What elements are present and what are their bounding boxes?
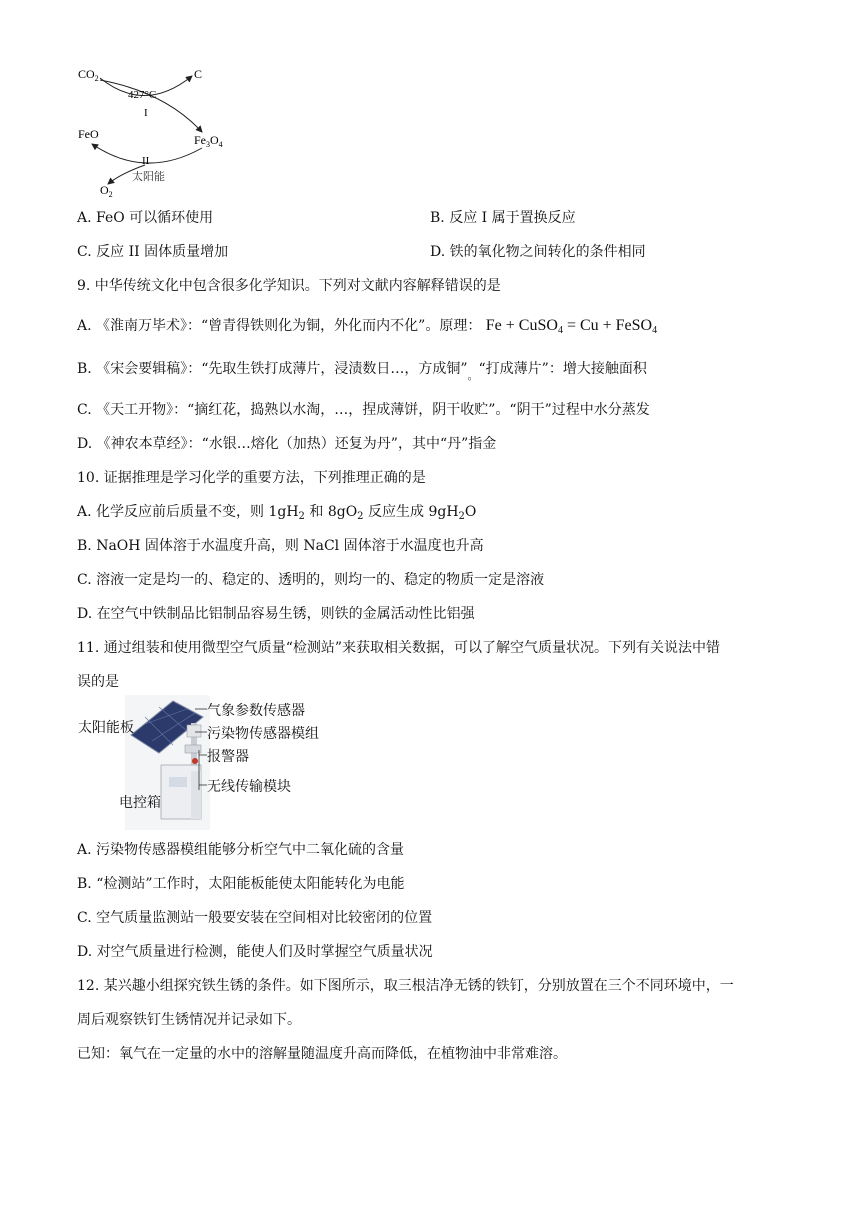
label-fe3o4: $Fe_3O_4$ xyxy=(194,133,223,149)
q9-option-d: D. 《神农本草经》：“水银…熔化（加热）还复为丹”，其中“丹”指金 xyxy=(77,436,497,452)
q11-stem-line-1: 11. 通过组装和使用微型空气质量“检测站”来获取相关数据，可以了解空气质量状况。下列有关说法中错 xyxy=(77,640,721,656)
q10-option-a: A. 化学反应前后质量不变，则 $1gH_2$ 和 $8gO_2$ 反应生成 $9gH_2O$ xyxy=(77,504,477,522)
q11-option-c: C. 空气质量监测站一般要安装在空间相对比较密闭的位置 xyxy=(77,910,433,926)
label-control-box: 电控箱 xyxy=(119,795,161,811)
label-solar-panel: 太阳能板 xyxy=(78,720,134,736)
q11-option-d: D. 对空气质量进行检测，能使人们及时掌握空气质量状况 xyxy=(77,944,433,960)
air-station-figure xyxy=(75,695,345,830)
label-step-1: I xyxy=(144,107,148,119)
q11-stem-line-2: 误的是 xyxy=(77,674,119,690)
q12-stem-line-1: 12. 某兴趣小组探究铁生锈的条件。如下图所示，取三根洁净无锈的铁钉，分别放置在三个不同环境中，一 xyxy=(77,978,734,994)
q10-stem: 10. 证据推理是学习化学的重要方法，下列推理正确的是 xyxy=(77,470,426,486)
label-pollutant-sensor: 污染物传感器模组 xyxy=(207,726,319,742)
q8-option-b: B. 反应 I 属于置换反应 xyxy=(430,210,576,226)
label-o2: $O_2$ xyxy=(100,183,113,199)
q10-option-c: C. 溶液一定是均一的、稳定的、透明的，则均一的、稳定的物质一定是溶液 xyxy=(77,572,545,588)
q9-option-a: A. 《淮南万毕术》：“曾青得铁则化为铜，外化而内不化”。原理： Fe + CuSO$_4$ = Cu + FeSO$_4$ xyxy=(77,317,658,336)
label-weather-sensor: 气象参数传感器 xyxy=(207,703,305,719)
q9-stem: 9. 中华传统文化中包含很多化学知识。下列对文献内容解释错误的是 xyxy=(77,278,501,294)
q11-option-a: A. 污染物传感器模组能够分析空气中二氧化硫的含量 xyxy=(77,842,405,858)
label-step-2: II xyxy=(142,155,150,167)
q8-option-d: D. 铁的氧化物之间转化的条件相同 xyxy=(430,244,646,260)
label-wireless-module: 无线传输模块 xyxy=(207,779,291,795)
label-co2: $CO_2$ xyxy=(78,67,99,83)
label-c: C xyxy=(194,67,203,81)
label-solar-energy: 太阳能 xyxy=(132,171,165,183)
q10-option-b: B. NaOH 固体溶于水温度升高，则 NaCl 固体溶于水温度也升高 xyxy=(77,538,484,554)
q12-stem-line-2: 周后观察铁钉生锈情况并记录如下。 xyxy=(77,1012,301,1028)
q9-option-b: B. 《宋会要辑稿》：“先取生铁打成薄片，浸渍数日…，方成铜$”_。“$打成薄片”：增大接触面积 xyxy=(77,361,647,382)
label-feo: FeO xyxy=(78,127,99,141)
q9-option-c: C. 《天工开物》：“摘红花，捣熟以水淘，…，捏成薄饼，阴干收贮”。“阴干”过程中水分蒸发 xyxy=(77,402,650,418)
label-alarm: 报警器 xyxy=(207,749,249,765)
label-leader-lines xyxy=(195,695,215,795)
q8-option-a: A. FeO 可以循环使用 xyxy=(77,210,214,226)
q9-equation: Fe + CuSO$_4$ = Cu + FeSO$_4$ xyxy=(485,317,658,336)
q10-option-d: D. 在空气中铁制品比铝制品容易生锈，则铁的金属活动性比铝强 xyxy=(77,606,475,622)
q11-option-b: B. “检测站”工作时，太阳能板能使太阳能转化为电能 xyxy=(77,876,405,892)
reaction-cycle-diagram xyxy=(70,62,250,200)
q12-known: 已知：氧气在一定量的水中的溶解量随温度升高而降低，在植物油中非常难溶。 xyxy=(77,1046,567,1062)
q8-option-c: C. 反应 II 固体质量增加 xyxy=(77,244,229,260)
label-temperature: 427°C xyxy=(128,89,157,101)
